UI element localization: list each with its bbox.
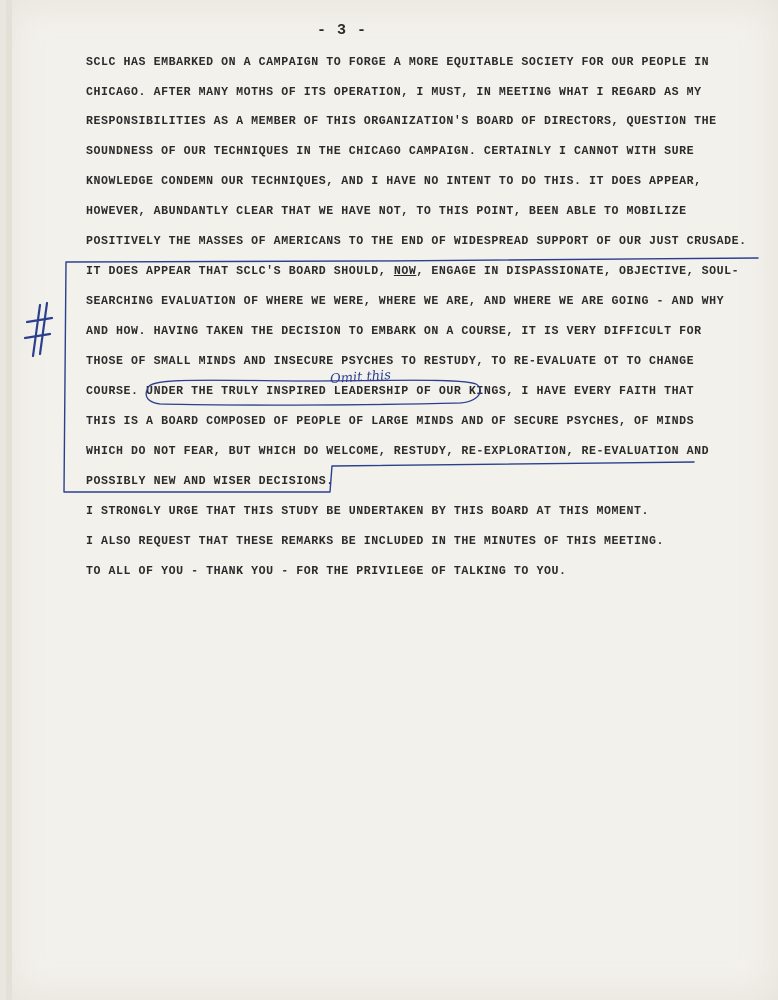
closing-line-1: I STRONGLY URGE THAT THIS STUDY BE UNDERTAKEN BY THIS BOARD AT THIS MOMENT. bbox=[86, 505, 650, 518]
handwritten-note-omit: Omit this bbox=[329, 367, 392, 388]
closing-line-3: TO ALL OF YOU - THANK YOU - FOR THE PRIVILEGE OF TALKING TO YOU. bbox=[86, 565, 567, 578]
boxed-line-7: WHICH DO NOT FEAR, BUT WHICH DO WELCOME, RESTUDY, RE-EXPLORATION, RE-EVALUATION AND bbox=[86, 445, 710, 458]
body-line-1: SCLC HAS EMBARKED ON A CAMPAIGN TO FORGE A MORE EQUITABLE SOCIETY FOR OUR PEOPLE IN bbox=[86, 56, 710, 69]
boxed-line-3: AND HOW. HAVING TAKEN THE DECISION TO EMBARK ON A COURSE, IT IS VERY DIFFICULT FOR bbox=[86, 325, 702, 338]
body-line-3: RESPONSIBILITIES AS A MEMBER OF THIS ORGANIZATION'S BOARD OF DIRECTORS, QUESTION THE bbox=[86, 115, 717, 128]
page-edge bbox=[6, 0, 12, 1000]
underlined-now: NOW bbox=[393, 265, 417, 278]
body-line-4: SOUNDNESS OF OUR TECHNIQUES IN THE CHICAGO CAMPAIGN. CERTAINLY I CANNOT WITH SURE bbox=[86, 145, 695, 158]
document-page bbox=[6, 0, 778, 1000]
page-number: - 3 - bbox=[316, 22, 367, 39]
boxed-line-8: POSSIBLY NEW AND WISER DECISIONS. bbox=[86, 475, 334, 488]
boxed-line-1 bbox=[86, 265, 739, 278]
body-line-5: KNOWLEDGE CONDEMN OUR TECHNIQUES, AND I HAVE NO INTENT TO DO THIS. IT DOES APPEAR, bbox=[86, 175, 702, 188]
boxed-line-1-before: IT DOES APPEAR THAT SCLC'S BOARD SHOULD, bbox=[86, 265, 394, 278]
boxed-line-6: THIS IS A BOARD COMPOSED OF PEOPLE OF LARGE MINDS AND OF SECURE PSYCHES, OF MINDS bbox=[86, 415, 695, 428]
boxed-line-2: SEARCHING EVALUATION OF WHERE WE WERE, WHERE WE ARE, AND WHERE WE ARE GOING - AND WHY bbox=[86, 295, 725, 308]
body-line-2: CHICAGO. AFTER MANY MOTHS OF ITS OPERATION, I MUST, IN MEETING WHAT I REGARD AS MY bbox=[86, 86, 702, 99]
closing-line-2: I ALSO REQUEST THAT THESE REMARKS BE INCLUDED IN THE MINUTES OF THIS MEETING. bbox=[86, 535, 665, 548]
body-line-7: POSITIVELY THE MASSES OF AMERICANS TO THE END OF WIDESPREAD SUPPORT OF OUR JUST CRUSADE. bbox=[86, 235, 747, 248]
boxed-line-4: THOSE OF SMALL MINDS AND INSECURE PSYCHES TO RESTUDY, TO RE-EVALUATE OT TO CHANGE bbox=[86, 355, 695, 368]
boxed-line-1-after: , ENGAGE IN DISPASSIONATE, OBJECTIVE, SOUL- bbox=[416, 265, 740, 278]
boxed-line-5: COURSE. UNDER THE TRULY INSPIRED LEADERSHIP OF OUR KINGS, I HAVE EVERY FAITH THAT bbox=[86, 385, 695, 398]
body-line-6: HOWEVER, ABUNDANTLY CLEAR THAT WE HAVE NOT, TO THIS POINT, BEEN ABLE TO MOBILIZE bbox=[86, 205, 687, 218]
